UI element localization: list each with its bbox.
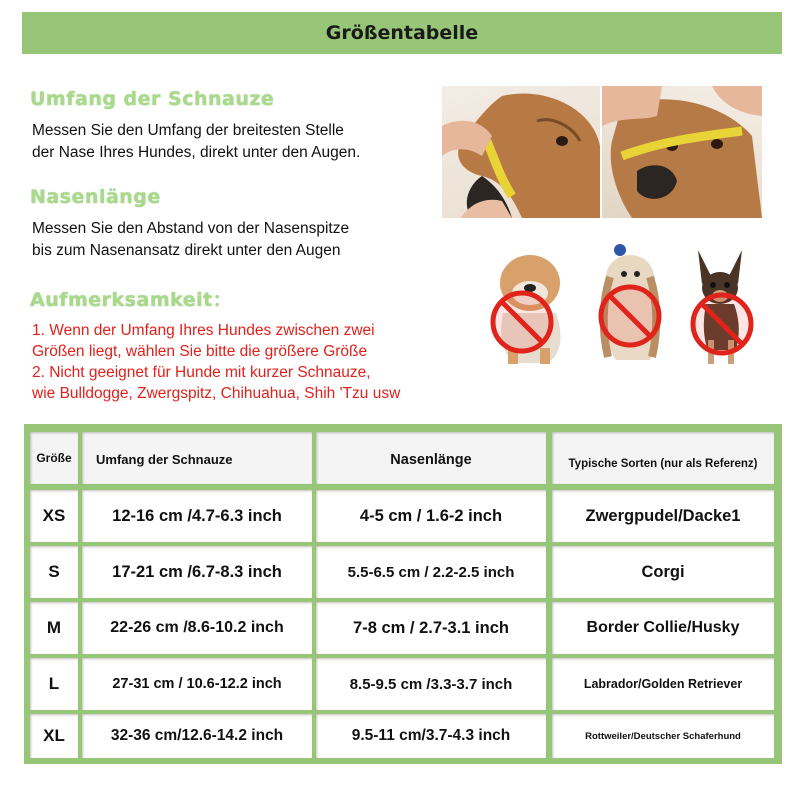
photo-measure-nose-length (602, 86, 762, 218)
size-cell: XS (30, 490, 78, 542)
nose-length-line-1: Messen Sie den Abstand von der Nasenspitze (32, 220, 350, 237)
size-table (24, 424, 782, 764)
nose-length-cell: 5.5-6.5 cm / 2.2-2.5 inch (316, 546, 546, 598)
circumference-cell: 22-26 cm /8.6-10.2 inch (82, 602, 312, 654)
circumference-line-2: der Nase Ihres Hundes, direkt unter den Augen. (32, 144, 361, 161)
header-breeds: Typische Sorten (nur als Referenz) (552, 432, 774, 484)
shih-tzu-prohibited-image (588, 232, 688, 362)
prohibited-icon (688, 290, 756, 358)
page-title: Größentabelle (325, 22, 479, 44)
header-size: Größe (30, 432, 78, 484)
title-banner (22, 12, 782, 54)
size-cell: XL (30, 714, 78, 758)
attention-line-1: 1. Wenn der Umfang Ihres Hundes zwischen zwei (32, 322, 375, 339)
circumference-cell: 12-16 cm /4.7-6.3 inch (82, 490, 312, 542)
attention-line-2: Größen liegt, wählen Sie bitte die größere Größe (32, 343, 368, 360)
nose-length-line-2: bis zum Nasenansatz direkt unter den Augen (32, 242, 341, 259)
attention-line-3: 2. Nicht geeignet für Hunde mit kurzer Schnauze, (32, 364, 371, 381)
breeds-cell: Corgi (552, 546, 774, 598)
circumference-line-1: Messen Sie den Umfang der breitesten Stelle (32, 122, 344, 139)
heading-nose-length: Nasenlänge (30, 186, 161, 208)
size-cell: S (30, 546, 78, 598)
breeds-cell: Border Collie/Husky (552, 602, 774, 654)
prohibited-icon (488, 288, 556, 356)
breeds-cell: Labrador/Golden Retriever (552, 658, 774, 710)
heading-circumference: Umfang der Schnauze (30, 88, 275, 110)
circumference-text (32, 120, 360, 164)
nose-length-cell: 8.5-9.5 cm /3.3-3.7 inch (316, 658, 546, 710)
size-cell: L (30, 658, 78, 710)
breeds-cell: Rottweiler/Deutscher Schaferhund (552, 714, 774, 758)
prohibited-icon (596, 282, 664, 350)
circumference-cell: 17-21 cm /6.7-8.3 inch (82, 546, 312, 598)
attention-text (32, 320, 400, 404)
size-cell: M (30, 602, 78, 654)
circumference-cell: 27-31 cm / 10.6-12.2 inch (82, 658, 312, 710)
nose-length-text (32, 218, 349, 262)
breeds-cell: Zwergpudel/Dacke1 (552, 490, 774, 542)
header-circumference: Umfang der Schnauze (82, 432, 312, 484)
nose-length-cell: 4-5 cm / 1.6-2 inch (316, 490, 546, 542)
chihuahua-prohibited-image (680, 240, 780, 370)
attention-line-4: wie Bulldogge, Zwergspitz, Chihuahua, Shih 'Tzu usw (32, 385, 401, 402)
photo-measure-circumference (442, 86, 600, 218)
header-nose-length: Nasenlänge (316, 432, 546, 484)
circumference-cell: 32-36 cm/12.6-14.2 inch (82, 714, 312, 758)
nose-length-cell: 7-8 cm / 2.7-3.1 inch (316, 602, 546, 654)
nose-length-cell: 9.5-11 cm/3.7-4.3 inch (316, 714, 546, 758)
heading-attention: Aufmerksamkeit： (30, 289, 233, 311)
bulldog-prohibited-image (478, 238, 578, 368)
